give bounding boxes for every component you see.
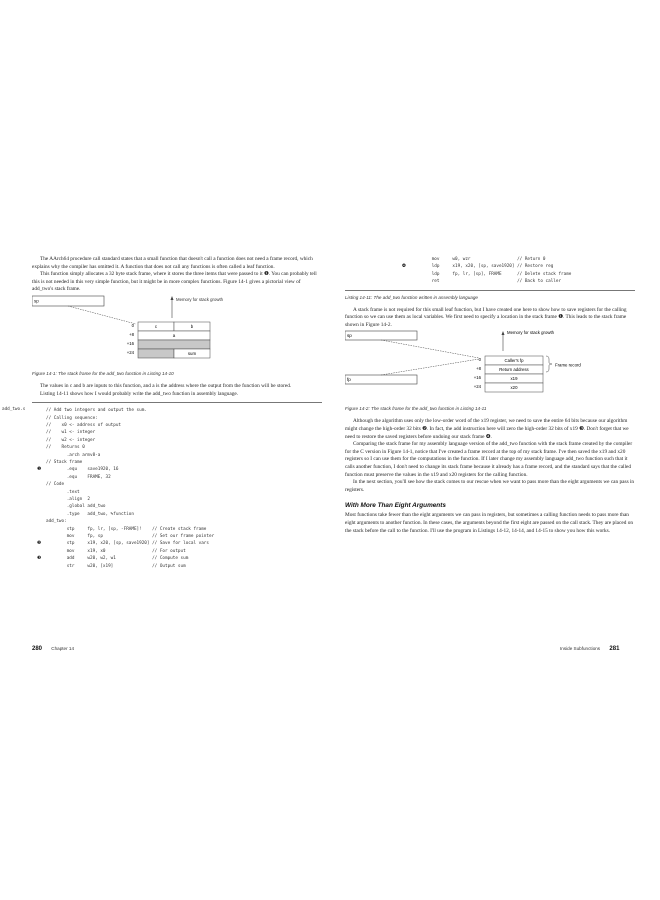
left-footer [32,646,74,652]
code-line [32,496,322,503]
code-listing [2,407,322,570]
callout-marker [32,496,46,503]
offset-label: +8 [129,331,134,337]
callout-marker [32,503,46,510]
stack-cell-unused [138,349,174,358]
offset-label: +24 [126,349,134,355]
figure-caption: Figure 14-1: The stack frame for the add_two function in Listing 14-10 [32,370,174,376]
listing-bottom-rule [345,290,635,291]
code-text: .equ FRAME, 32 [46,474,111,480]
code-text: mov w0, wzr // Return 0 [411,257,546,262]
code-line [32,437,322,444]
code-text: // w1 <- integer [46,430,96,436]
callout-marker: ❸ [36,556,42,562]
brace [546,356,552,372]
right-page [345,256,635,535]
paragraph: In the next section, you'll see how the stack comes to our rescue when we want to pass more than the eight arguments we can pass in registers. [345,479,635,493]
brace-label: Frame record [555,362,581,368]
code-text: .text [46,489,80,495]
callout-marker [32,444,46,451]
memory-note: Memory for stack growth [176,296,224,302]
paragraph: A stack frame is not required for this small leaf function, but I have created one here to show how to save registers for the calling function so we can use them as local variables. We first need to specify a location in the stack frame ❶. This leads to the stack frame shown in Figure 14-2. [345,306,627,328]
callout-marker [32,422,46,429]
code-line [32,555,322,562]
listing-filename: add_two.s [2,407,26,413]
fp-arrow [381,359,479,375]
code-line [32,533,322,540]
right-footer [560,646,619,652]
sp-arrow [68,306,136,324]
callout-marker [32,533,46,540]
arrow-head-icon [502,331,505,335]
callout-marker: ❹ [401,264,407,270]
code-line [32,563,322,570]
memory-note: Memory for stack growth [507,330,555,336]
code-text: // Add two integers and output the sum. [46,408,147,414]
code-line [32,444,322,451]
figure-14-1 [32,294,322,368]
sp-box [345,331,417,340]
code-line [32,548,322,555]
stack-frame-diagram-2 [345,329,635,403]
code-text: .equ save1920, 16 [46,467,119,473]
code-line [397,263,635,270]
section-heading: With More Than Eight Arguments [345,502,446,510]
cell-label: sum [187,350,197,356]
code-line [397,278,635,285]
code-text: mov fp, sp // Set our frame pointer [46,534,215,540]
code-text: ret // Back to caller [411,279,562,285]
callout-marker [32,481,46,488]
code-text: // Returns 0 [46,445,85,451]
code-line [32,474,322,481]
code-line [32,422,322,429]
callout-marker [32,511,46,518]
cell-label: a [172,332,176,338]
callout-marker [32,548,46,555]
left-page [2,256,322,570]
cell-label: x20 [510,385,518,391]
code-text: // w2 <- integer [46,437,96,443]
callout-marker [397,256,411,263]
paragraph: The values in c and b are inputs to this function, and a is the address where the output from the function will be stored. [40,382,292,389]
code-line [32,415,322,422]
listing-top-rule [32,402,322,403]
code-text: mov x19, x0 // For output [46,548,186,554]
code-line [397,271,635,278]
paragraph: The AArch64 procedure call standard states that a small function that doesn't call a function does not need a frame record, which explains why the compiler has omitted it. A function that does not call any functions is often called a leaf function. [32,256,313,270]
code-text: .arch armv8-a [46,452,101,458]
code-line [32,466,322,473]
code-line [32,407,322,414]
code-lines [397,256,635,286]
sp-arrow [381,340,479,358]
sp-label: sp [34,298,39,304]
code-line [32,429,322,436]
fp-box [345,375,417,384]
offset-label: +16 [126,340,134,346]
paragraph: This function simply allocates a 32 byte stack frame, where it stores the three items that were passed to it ❶. You can probably tell this is not needed in this very simple function, but it might be in more complex functions. Figure 14-1 gives a pictorial view of add_two's stack frame. [32,271,317,293]
cell-label: Return address [499,367,529,373]
callout-marker [32,415,46,422]
arrow-head-icon [171,296,174,300]
code-line [32,459,322,466]
paragraph: Listing 14-11 shows how I would probably write the add_two function in assembly language. [40,390,239,397]
code-text: add w20, w2, w1 // Compute sum [46,556,189,562]
code-line [32,481,322,488]
sp-box [32,296,104,306]
callout-marker [32,563,46,570]
stack-frame-diagram-1 [32,294,322,368]
callout-marker [32,429,46,436]
code-line [32,540,322,547]
code-line [32,503,322,510]
code-text: // x0 <- address of output [46,422,122,428]
figure-caption: Figure 14-2: The stack frame for the add_two function in Listing 14-11 [345,406,487,412]
chapter-label: Chapter 14 [51,646,75,651]
paragraph: Comparing the stack frame for my assembly language version of the add_two function with the stack frame created by the compiler for the C version in Figure 14-1, notice that I've created a frame record at the top of my stack frame. I've then saved the x19 and x20 registers so I can use them for the computations in the function. If I later change my assembly language add_two function such that it calls another function, I don't need to change its stack frame because it already has a frame record, and the standard says that the called function must preserve the values in the x19 and x20 registers for the calling function. [345,441,633,478]
offset-label: 0 [478,357,481,363]
code-text: stp fp, lr, [sp, -FRAME]! // Create stack frame [46,526,207,532]
code-line [32,489,322,496]
callout-marker [32,407,46,414]
offset-label: 0 [131,322,134,328]
callout-marker [32,452,46,459]
callout-marker [32,489,46,496]
code-line [32,452,322,459]
offset-label: +24 [473,384,481,390]
listing-caption: Listing 14-11: The add_two function written in assembly language [345,294,478,300]
callout-marker [32,437,46,444]
code-text: // Calling sequence: [46,415,98,421]
code-line [32,526,322,533]
callout-marker [32,459,46,466]
callout-marker [32,518,46,525]
code-text: str w20, [x19] // Output sum [46,563,186,569]
code-line [397,256,635,263]
callout-marker: ❶ [36,467,42,473]
paragraph: Although the algorithm uses only the low-order word of the x19 register, we need to save the entire 64 bits because our algorithm might change the high-order 32 bits ❷. In fact, the add instruction here will zero the high-order 32 bits of x19 ❸. Don't forget that we need to restore the saved registers before undoing our stack frame ❹. [345,418,629,440]
callout-marker [32,526,46,533]
figure-14-2 [345,329,635,403]
section-label: Inside Subfunctions [560,646,601,651]
callout-marker [397,278,411,285]
code-text: // Code [46,482,65,488]
code-text: stp x19, x20, [sp, save1920] // Save for local vars [46,541,209,547]
fp-label: fp [347,377,351,383]
code-line [32,518,322,525]
callout-marker [32,474,46,481]
code-line [32,511,322,518]
page-number: 281 [609,646,620,652]
code-text: .type add_two, %function [46,511,134,517]
page-number: 280 [32,646,43,652]
code-text: ldp fp, lr, [sp], FRAME // Delete stack frame [411,271,572,277]
cell-label: b [190,323,194,329]
code-text: add_two: [46,519,67,525]
code-text: .global add_two [46,504,106,510]
callout-marker [397,271,411,278]
code-text: .align 2 [46,497,90,503]
cell-label: Caller's fp [504,358,524,364]
code-lines [32,407,322,570]
offset-label: +16 [473,375,481,381]
code-text: // Stack frame [46,460,83,465]
cell-label: c [154,323,158,329]
stack-cell-unused [138,340,210,349]
cell-label: x19 [510,376,518,382]
offset-label: +8 [476,366,481,372]
paragraph: Most functions take fewer than the eight arguments we can pass in registers, but sometimes a calling function needs to pass more than eight arguments to another function. In these cases, the arguments beyond the first eight are passed on the call stack. They are placed on the stack before the call to the function. I'll use the program in Listings 14-12, 14-14, and 14-15 to show you how this works. [345,512,633,534]
code-text: ldp x19, x20, [sp, save1920] // Restore reg [411,264,554,270]
sp-label: sp [347,333,352,339]
callout-marker: ❷ [36,541,42,547]
